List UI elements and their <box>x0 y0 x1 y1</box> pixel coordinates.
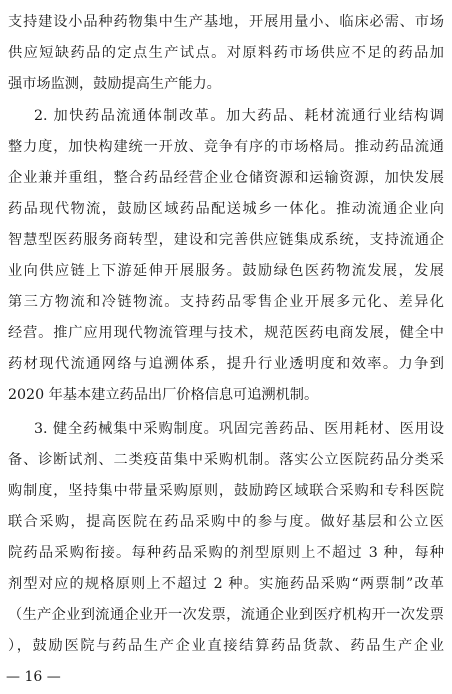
text-line-10: 第三方物流和冷链物流。支持药品零售企业开展多元化、差异化 <box>8 294 444 310</box>
paragraph-heading-2: 2. 加快药品流通体制改革。加大药品、耗材流通行业结构调 <box>34 108 444 124</box>
text-line-18: 院药品采购衔接。每种药品采购的剂型原则上不超过 3 种，每种 <box>8 545 444 561</box>
text-line-1: 支持建设小品种药物集中生产基地，开展用量小、临床必需、市场 <box>8 14 444 30</box>
text-line-17: 联合采购，提高医院在药品采购中的参与度。做好基层和公立医 <box>8 514 444 530</box>
text-line-16: 购制度，坚持集中带量采购原则，鼓励跨区域联合采购和专科医院 <box>8 483 444 499</box>
text-line-20: （生产企业到流通企业开一次发票，流通企业到医疗机构开一次发票 <box>8 607 444 623</box>
text-line-7: 药品现代物流，鼓励区域药品配送城乡一体化。推动流通企业向 <box>8 201 444 217</box>
text-line-15: 备、诊断试剂、二类疫苗集中采购机制。落实公立医院药品分类采 <box>8 452 444 468</box>
text-line-9: 业向供应链上下游延伸开展服务。鼓励绿色医药物流发展，发展 <box>8 263 444 279</box>
paragraph-heading-3: 3. 健全药械集中采购制度。巩固完善药品、医用耗材、医用设 <box>34 421 444 437</box>
text-line-13: 2020 年基本建立药品出厂价格信息可追溯机制。 <box>8 387 319 403</box>
page-number: — 16 — <box>6 669 61 685</box>
text-line-2: 供应短缺药品的定点生产试点。对原料药市场供应不足的药品加 <box>8 45 444 61</box>
text-line-21: ），鼓励医院与药品生产企业直接结算药品货款、药品生产企业 <box>8 638 444 654</box>
text-line-8: 智慧型医药服务商转型，建设和完善供应链集成系统，支持流通企 <box>8 232 444 248</box>
text-line-12: 药材现代流通网络与追溯体系，提升行业透明度和效率。力争到 <box>8 356 444 372</box>
text-line-11: 经营。推广应用现代物流管理与技术，规范医药电商发展，健全中 <box>8 325 444 341</box>
text-line-3: 强市场监测，鼓励提高生产能力。 <box>8 76 221 92</box>
text-line-19: 剂型对应的规格原则上不超过 2 种。实施药品采购“两票制”改革 <box>8 576 444 592</box>
text-line-5: 整力度，加快构建统一开放、竞争有序的市场格局。推动药品流通 <box>8 139 444 155</box>
text-line-6: 企业兼并重组，整合药品经营企业仓储资源和运输资源，加快发展 <box>8 170 444 186</box>
